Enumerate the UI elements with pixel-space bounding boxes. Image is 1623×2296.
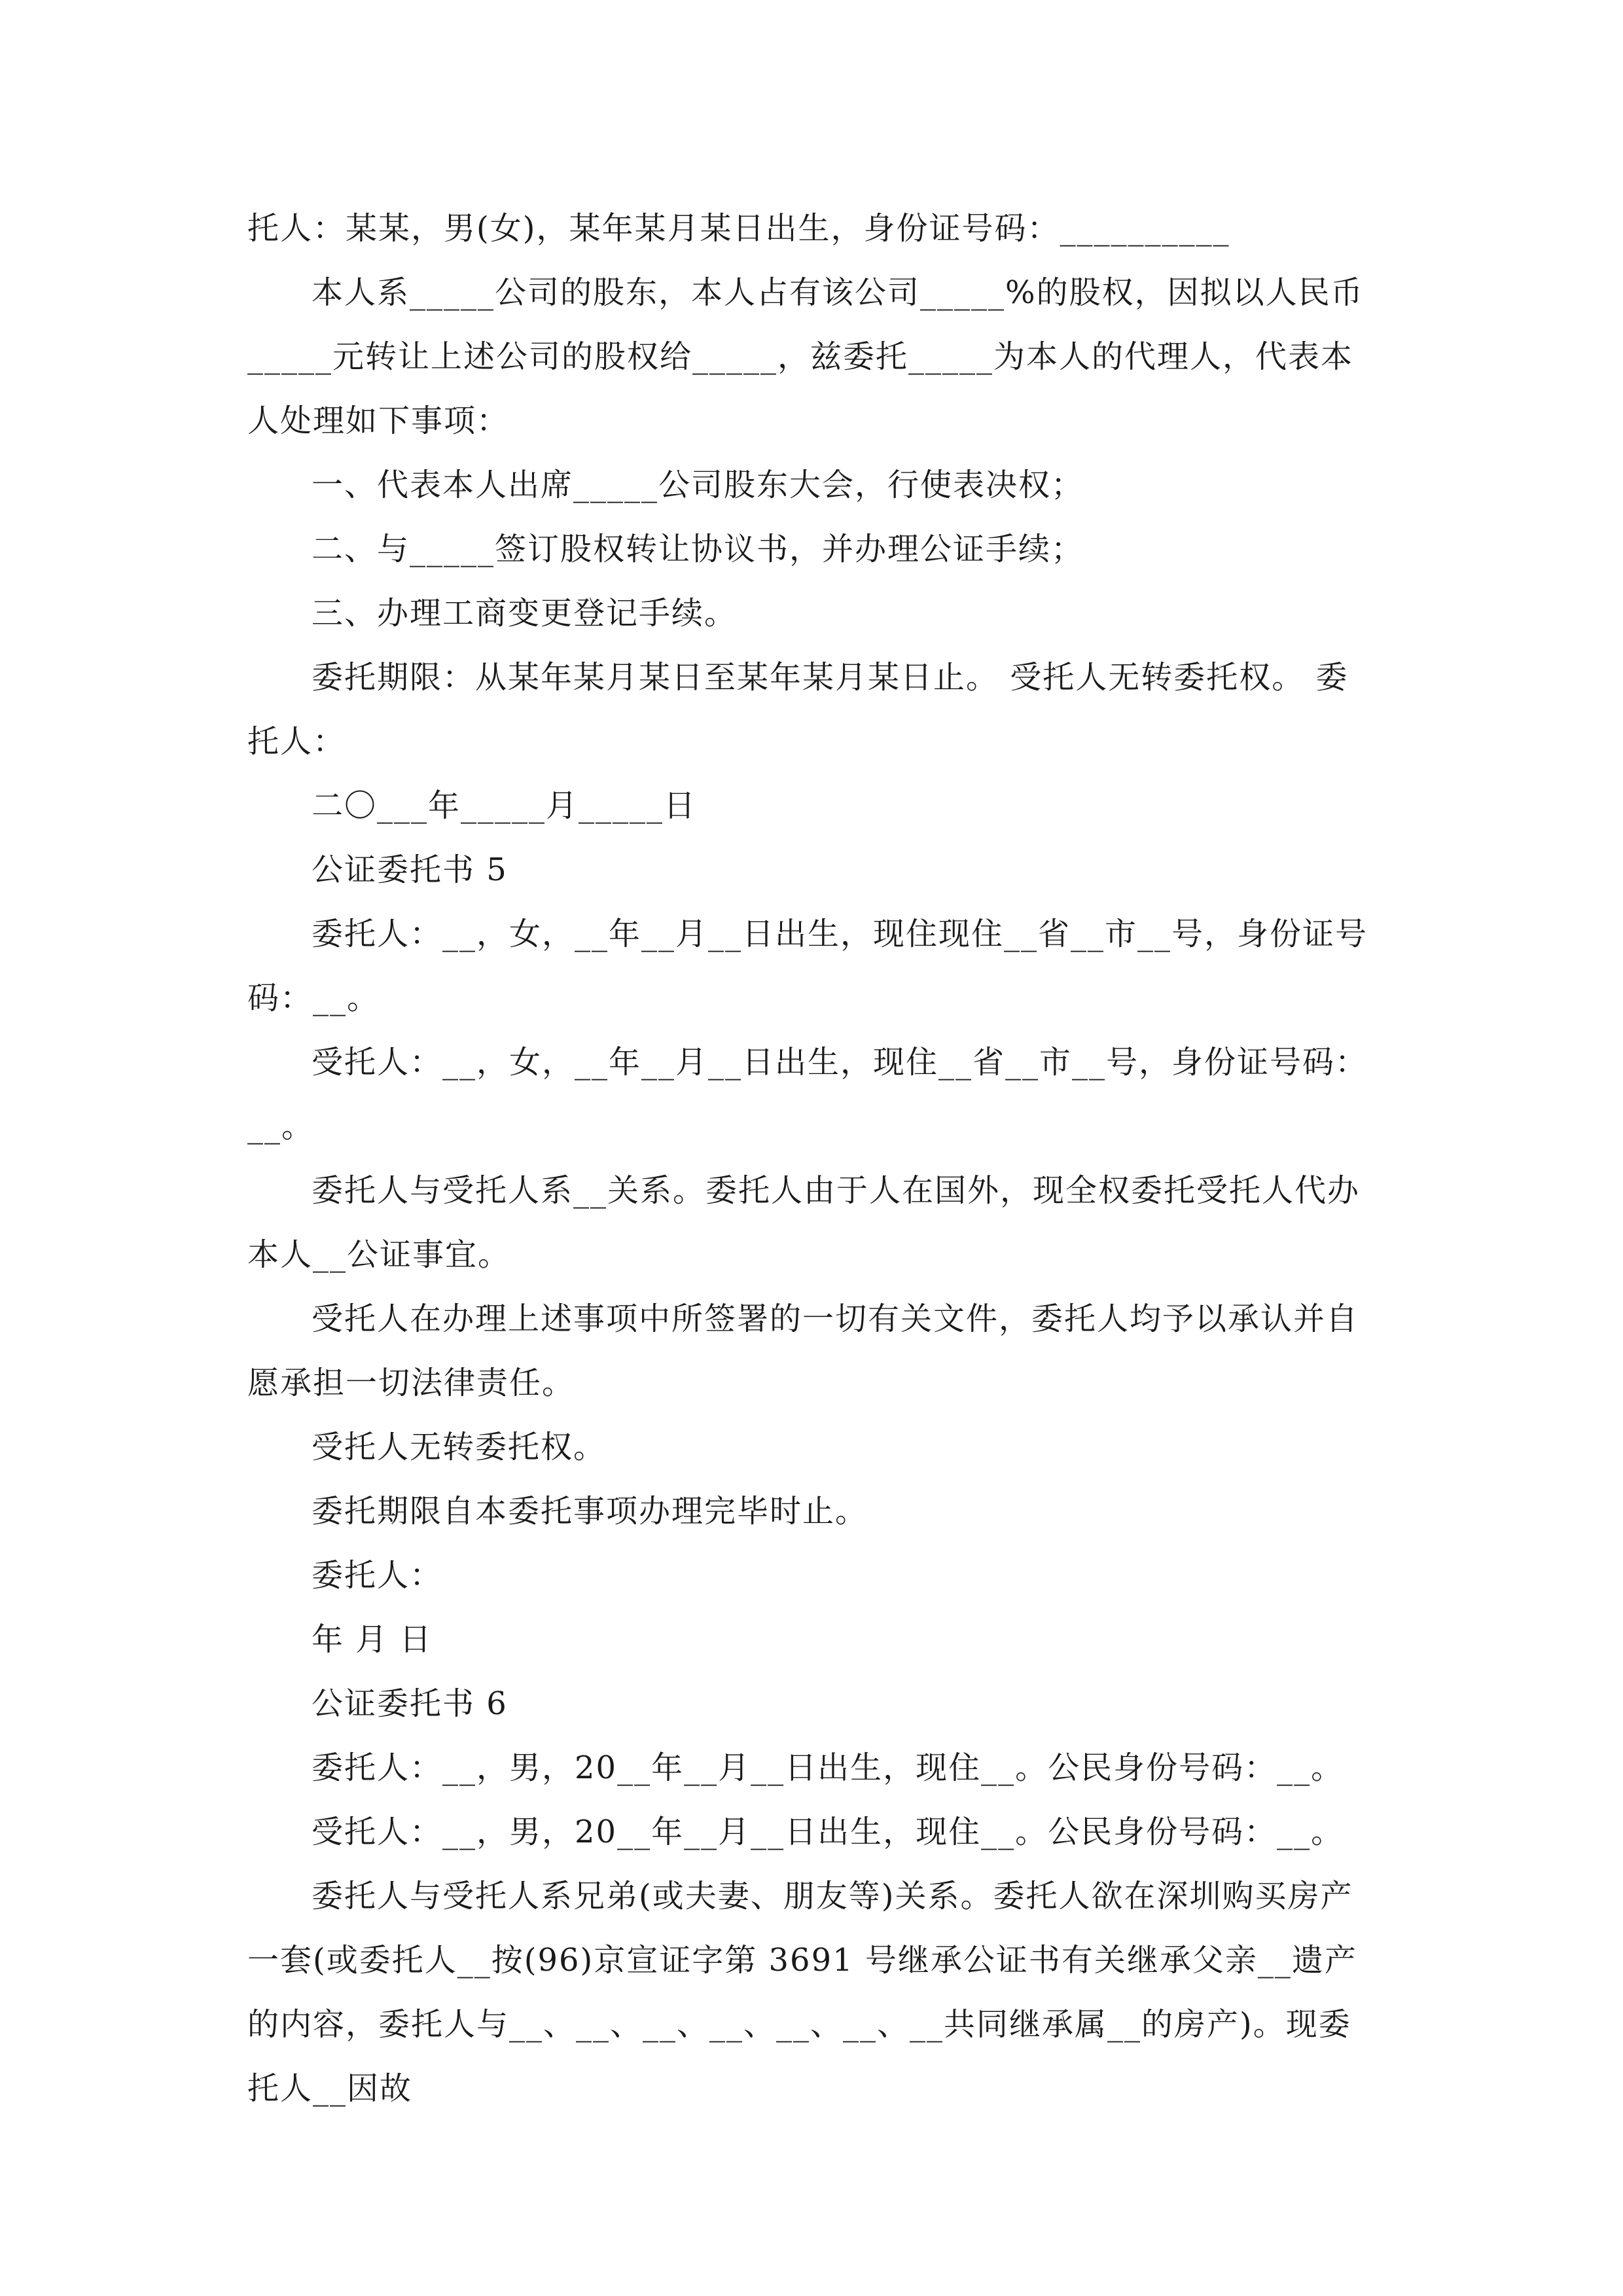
paragraph-principal-5: 委托人：__，女，__年__月__日出生，现住现住__省__市__号，身份证号码：__。: [247, 916, 1368, 1016]
paragraph-agent-6: 受托人：__，男，20__年__月__日出生，现住__。公民身份号码：__。: [312, 1814, 1344, 1850]
paragraph-item-2: 二、与_____签订股权转让协议书，并办理公证手续；: [312, 531, 1084, 567]
section-title-5: 公证委托书 5: [312, 852, 508, 888]
paragraph-date-line: 二〇___年_____月_____日: [312, 787, 697, 824]
paragraph-relationship-6: 委托人与受托人系兄弟(或夫妻、朋友等)关系。委托人欲在深圳购买房产一套(或委托人__按(96)京宣证字第 3691 号继承公证书有关继承父亲__遗产的内容，委托人与__、__、__、__、__、__、__共同继承属__的房产)。现委托人__因故: [247, 1878, 1357, 2107]
paragraph-client-info: 托人：某某，男(女)，某年某月某日出生，身份证号码：__________: [247, 210, 1230, 247]
paragraph-relationship-5: 委托人与受托人系__关系。委托人由于人在国外，现全权委托受托人代办本人__公证事宜。: [247, 1172, 1361, 1273]
paragraph-term: 委托期限：从某年某月某日至某年某月某日止。 受托人无转委托权。 委托人：: [247, 659, 1349, 760]
paragraph-signature-5: 委托人：: [312, 1557, 443, 1594]
paragraph-item-3: 三、办理工商变更登记手续。: [312, 595, 738, 632]
paragraph-principal-6: 委托人：__，男，20__年__月__日出生，现住__。公民身份号码：__。: [312, 1749, 1344, 1786]
paragraph-agent-5: 受托人：__，女，__年__月__日出生，现住__省__市__号，身份证号码：__。: [247, 1044, 1368, 1145]
paragraph-liability-5: 受托人在办理上述事项中所签署的一切有关文件，委托人均予以承认并自愿承担一切法律责任。: [247, 1300, 1359, 1401]
section-title-6: 公证委托书 6: [312, 1685, 508, 1722]
paragraph-term-5: 委托期限自本委托事项办理完毕时止。: [312, 1493, 868, 1530]
paragraph-shareholder-statement: 本人系_____公司的股东，本人占有该公司_____%的股权，因拟以人民币_____元转让上述公司的股权给_____，兹委托_____为本人的代理人，代表本人处理如下事项：: [247, 274, 1364, 439]
paragraph-no-subdelegation-5: 受托人无转委托权。: [312, 1429, 607, 1465]
paragraph-item-1: 一、代表本人出席_____公司股东大会，行使表决权；: [312, 467, 1084, 503]
document-body: [247, 196, 1380, 2121]
paragraph-date-5: 年 月 日: [312, 1621, 433, 1658]
